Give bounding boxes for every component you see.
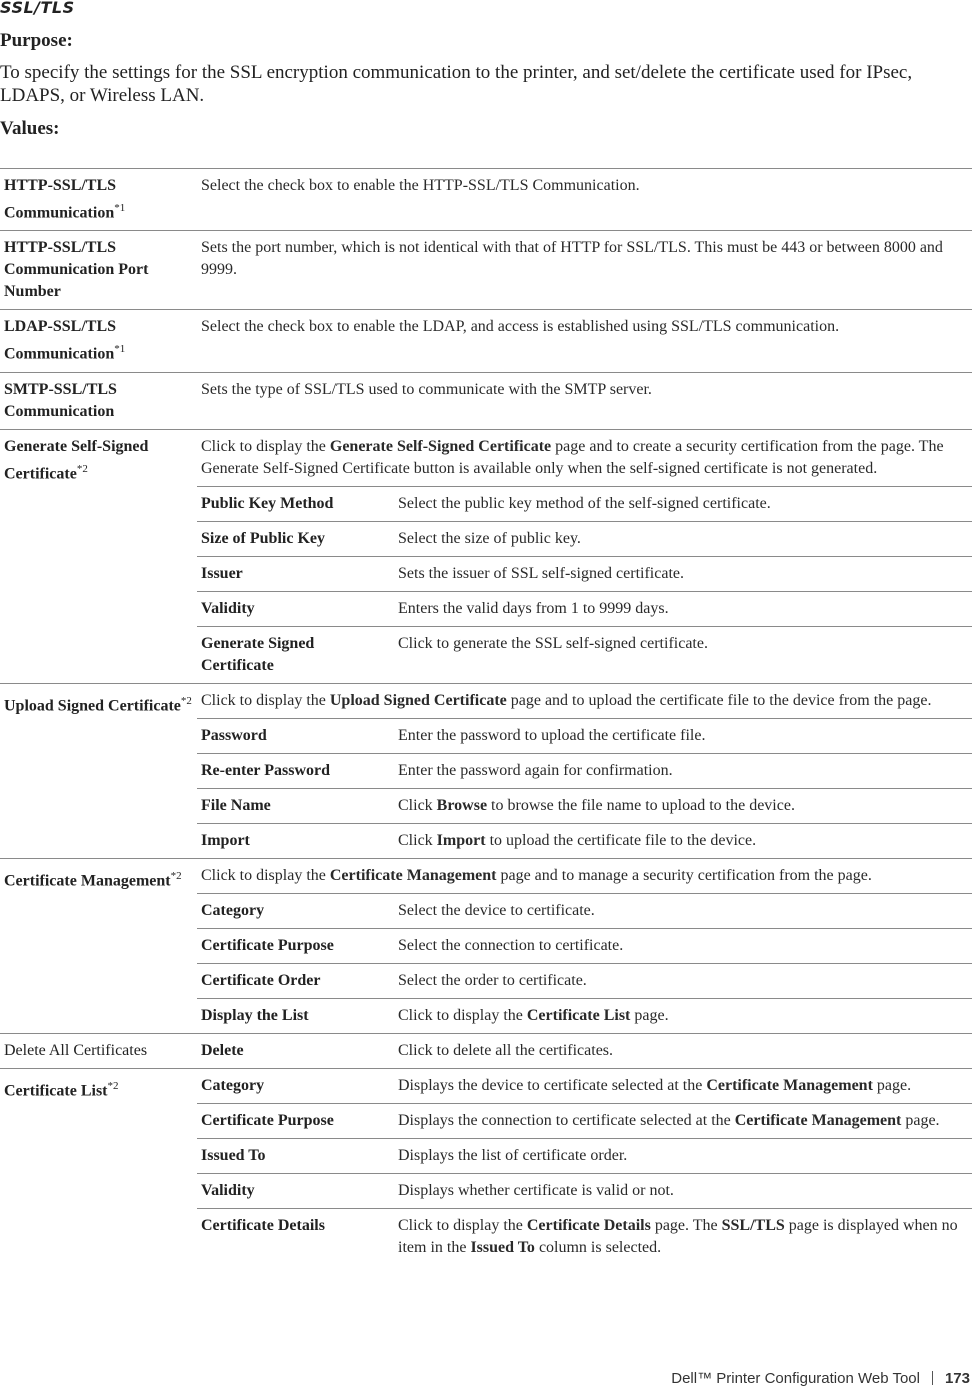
footer-title: Dell™ Printer Configuration Web Tool — [671, 1370, 920, 1387]
desc-http-ssl-communication: Select the check box to enable the HTTP-SSL/TLS Communication. — [197, 169, 972, 231]
sub-label-issuer: Issuer — [197, 556, 394, 591]
term-http-ssl-communication: HTTP-SSL/TLS Communication$^{*1}$ — [0, 169, 197, 231]
table-row — [0, 1068, 972, 1103]
sub-label-validity: Validity — [197, 591, 394, 626]
sub-label-certificate-purpose: Certificate Purpose — [197, 928, 394, 963]
term-certificate-management: Certificate Management$^{*2}$ — [0, 858, 197, 1033]
table-row — [0, 372, 972, 429]
sub-desc-certificate-details: Click to display the Certificate Details page. The SSL/TLS page is displayed when no item in the Issued To column is selected. — [398, 1216, 958, 1256]
values-label: Values: — [0, 118, 60, 139]
sub-label-display-the-list: Display the List — [197, 998, 394, 1033]
sub-desc-delete: Click to delete all the certificates. — [394, 1033, 972, 1068]
desc-ldap-ssl-communication: Select the check box to enable the LDAP, and access is established using SSL/TLS communication. — [197, 310, 972, 372]
sub-label-size-of-public-key: Size of Public Key — [197, 521, 394, 556]
sub-label-public-key-method: Public Key Method — [197, 486, 394, 521]
term-certificate-list: Certificate List$^{*2}$ — [4, 1079, 119, 1099]
sub-label-generate-signed-certificate: Generate Signed Certificate — [197, 626, 394, 683]
sub-label-password: Password — [197, 718, 394, 753]
sub-desc-certificate-purpose: Select the connection to certificate. — [394, 928, 972, 963]
table-row — [0, 310, 972, 372]
sub-label-re-enter-password: Re-enter Password — [197, 753, 394, 788]
sub-desc-certificate-order: Select the order to certificate. — [394, 963, 972, 998]
page-number: 173 — [944, 1370, 970, 1387]
sub-desc-size-of-public-key: Select the size of public key. — [394, 521, 972, 556]
sub-desc-list-certificate-purpose: Displays the connection to certificate selected at the Certificate Management page. — [394, 1103, 972, 1138]
desc-generate-self-signed-certificate: Click to display the Generate Self-Signed Certificate page and to create a security certification from the page. The Generate Self-Signed Certificate button is available only when the self-signed certificate is not generated. — [197, 429, 972, 486]
sub-label-import: Import — [197, 823, 394, 858]
term-upload-signed-certificate: Upload Signed Certificate$^{*2}$ — [0, 683, 197, 858]
sub-label-list-validity: Validity — [197, 1173, 394, 1208]
term-delete-all-certificates: Delete All Certificates — [0, 1033, 197, 1068]
sub-desc-file-name: Click Browse to browse the file name to upload to the device. — [394, 788, 972, 823]
page-footer — [0, 1370, 972, 1387]
sub-label-list-category: Category — [197, 1068, 394, 1103]
sub-label-file-name: File Name — [197, 788, 394, 823]
desc-certificate-management: Click to display the Certificate Management page and to manage a security certification from the page. — [197, 858, 972, 893]
table-row — [0, 169, 972, 231]
sub-desc-validity: Enters the valid days from 1 to 9999 days. — [394, 591, 972, 626]
sub-desc-public-key-method: Select the public key method of the self-signed certificate. — [394, 486, 972, 521]
table-row — [0, 231, 972, 310]
sub-label-delete: Delete — [197, 1033, 394, 1068]
term-smtp-ssl-communication: SMTP-SSL/TLS Communication — [0, 372, 197, 429]
desc-http-ssl-port: Sets the port number, which is not identical with that of HTTP for SSL/TLS. This must be 443 or between 8000 and 9999. — [197, 231, 972, 310]
table-row — [0, 858, 972, 893]
sub-desc-display-the-list: Click to display the Certificate List page. — [394, 998, 972, 1033]
term-generate-self-signed-certificate: Generate Self-Signed Certificate$^{*2}$ — [0, 429, 197, 683]
desc-smtp-ssl-communication: Sets the type of SSL/TLS used to communicate with the SMTP server. — [197, 372, 972, 429]
sub-desc-category: Select the device to certificate. — [394, 893, 972, 928]
purpose-label: Purpose: — [0, 30, 73, 51]
sub-label-category: Category — [197, 893, 394, 928]
sub-desc-issuer: Sets the issuer of SSL self-signed certificate. — [394, 556, 972, 591]
sub-label-certificate-details: Certificate Details — [201, 1216, 325, 1234]
desc-upload-signed-certificate: Click to display the Upload Signed Certificate page and to upload the certificate file to the device from the page. — [197, 683, 972, 718]
term-http-ssl-port: HTTP-SSL/TLS Communication Port Number — [0, 231, 197, 310]
sub-desc-issued-to: Displays the list of certificate order. — [394, 1138, 972, 1173]
footer-divider — [932, 1371, 933, 1385]
sub-desc-import: Click Import to upload the certificate file to the device. — [394, 823, 972, 858]
values-table — [0, 168, 972, 1265]
table-row — [0, 429, 972, 486]
sub-desc-re-enter-password: Enter the password again for confirmation. — [394, 753, 972, 788]
sub-label-issued-to: Issued To — [197, 1138, 394, 1173]
sub-desc-list-category: Displays the device to certificate selected at the Certificate Management page. — [394, 1068, 972, 1103]
table-row — [0, 1033, 972, 1068]
sub-label-certificate-order: Certificate Order — [197, 963, 394, 998]
section-title: SSL/TLS — [0, 0, 75, 17]
term-ldap-ssl-communication: LDAP-SSL/TLS Communication$^{*1}$ — [0, 310, 197, 372]
purpose-text: To specify the settings for the SSL encryption communication to the printer, and set/delete the certificate used for IPsec, LDAPS, or Wireless LAN. — [0, 62, 913, 106]
table-row — [0, 683, 972, 718]
sub-desc-generate-signed-certificate: Click to generate the SSL self-signed certificate. — [394, 626, 972, 683]
sub-desc-password: Enter the password to upload the certificate file. — [394, 718, 972, 753]
sub-desc-list-validity: Displays whether certificate is valid or not. — [394, 1173, 972, 1208]
sub-label-list-certificate-purpose: Certificate Purpose — [197, 1103, 394, 1138]
